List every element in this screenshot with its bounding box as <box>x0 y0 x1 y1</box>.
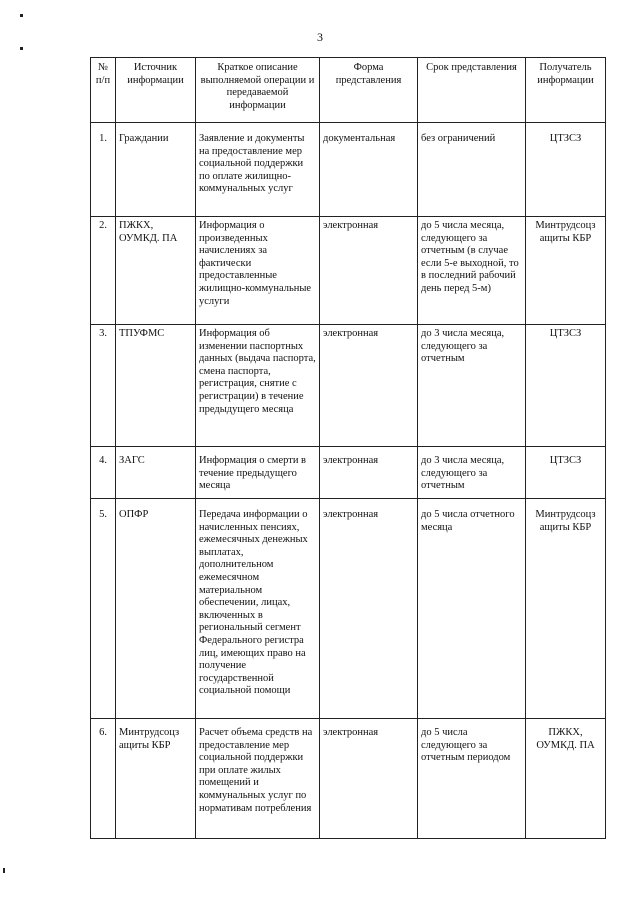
table-row <box>91 499 606 719</box>
presentation-form: документальная <box>320 123 418 217</box>
info-recipient: ЦТЗСЗ <box>526 123 606 217</box>
submission-term: до 5 числа следующего за отчетным периодом <box>418 719 526 839</box>
info-recipient: Минтрудсоцз ащиты КБР <box>526 499 606 719</box>
header-cell: Срок представления <box>418 58 526 123</box>
info-recipient: ПЖКХ, ОУМКД. ПА <box>526 719 606 839</box>
table-row <box>91 217 606 325</box>
scan-speck <box>20 47 23 50</box>
table-row <box>91 447 606 499</box>
info-recipient: ЦТЗСЗ <box>526 325 606 447</box>
header-cell: Получатель информации <box>526 58 606 123</box>
presentation-form: электронная <box>320 447 418 499</box>
submission-term: до 5 числа отчетного месяца <box>418 499 526 719</box>
operation-description: Заявление и документы на предоставление мер социальной поддержки по оплате жилищно-коммунальных услуг <box>196 123 320 217</box>
submission-term: до 3 числа месяца, следующего за отчетным <box>418 447 526 499</box>
info-source: ЗАГС <box>116 447 196 499</box>
presentation-form: электронная <box>320 499 418 719</box>
row-number: 6. <box>91 719 116 839</box>
header-cell: № п/п <box>91 58 116 123</box>
table-header-row <box>91 58 606 123</box>
scan-speck <box>20 14 23 17</box>
submission-term: до 5 числа месяца, следующего за отчетным (в случае если 5-е выходной, то в последний рабочий день перед 5-м) <box>418 217 526 325</box>
info-source: Минтрудсоцз ащиты КБР <box>116 719 196 839</box>
operation-description: Информация о произведенных начислениях за фактически предоставленные жилищно-коммунальные услуги <box>196 217 320 325</box>
row-number: 3. <box>91 325 116 447</box>
submission-term: до 3 числа месяца, следующего за отчетным <box>418 325 526 447</box>
info-source: ПЖКХ, ОУМКД. ПА <box>116 217 196 325</box>
presentation-form: электронная <box>320 217 418 325</box>
table-row <box>91 325 606 447</box>
row-number: 4. <box>91 447 116 499</box>
row-number: 1. <box>91 123 116 217</box>
header-cell: Источник информации <box>116 58 196 123</box>
operation-description: Информация о смерти в течение предыдущего месяца <box>196 447 320 499</box>
table-row <box>91 719 606 839</box>
table-row <box>91 123 606 217</box>
information-exchange-table <box>90 57 606 839</box>
row-number: 5. <box>91 499 116 719</box>
page-number: 3 <box>317 30 323 44</box>
header-cell: Форма представления <box>320 58 418 123</box>
operation-description: Информация об изменении паспортных данных (выдача паспорта, смена паспорта, регистрация, снятие с регистрации) в течение предыдущего месяца <box>196 325 320 447</box>
submission-term: без ограничений <box>418 123 526 217</box>
operation-description: Передача информации о начисленных пенсиях, ежемесячных денежных выплатах, дополнительном ежемесячном материальном обеспечении, лицах, включенных в региональный сегмент Федерального регистра лиц, имеющих право на получение государственной социальной помощи <box>196 499 320 719</box>
info-source: Граждании <box>116 123 196 217</box>
row-number: 2. <box>91 217 116 325</box>
presentation-form: электронная <box>320 719 418 839</box>
info-recipient: Минтрудсоцз ащиты КБР <box>526 217 606 325</box>
operation-description: Расчет объема средств на предоставление мер социальной поддержки при оплате жилых помещений и коммунальных услуг по нормативам потребления <box>196 719 320 839</box>
presentation-form: электронная <box>320 325 418 447</box>
header-cell: Краткое описание выполняемой операции и передаваемой информации <box>196 58 320 123</box>
info-recipient: ЦТЗСЗ <box>526 447 606 499</box>
info-source: ОПФР <box>116 499 196 719</box>
scan-speck <box>3 868 5 873</box>
info-source: ТПУФМС <box>116 325 196 447</box>
